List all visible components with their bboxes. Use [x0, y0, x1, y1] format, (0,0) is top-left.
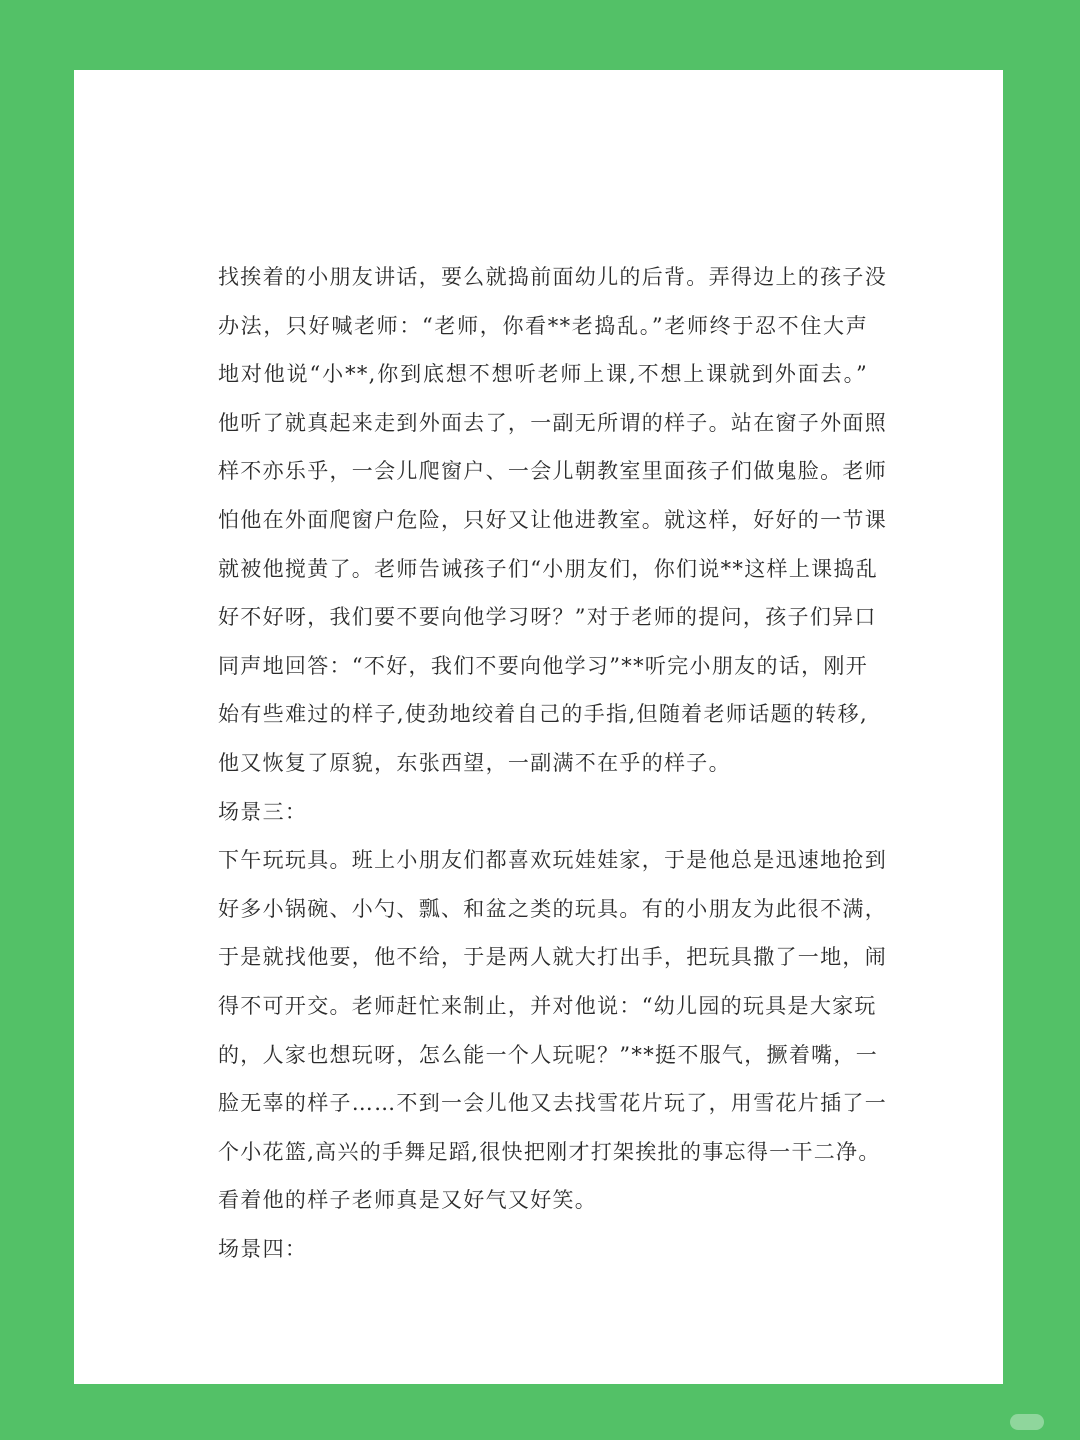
text-line: 看着他的样子老师真是又好气又好笑。 [218, 1188, 598, 1213]
text-line: 脸无辜的样子……不到一会儿他又去找雪花片玩了，用雪花片插了一 [218, 1091, 887, 1116]
text-line: 就被他搅黄了。老师告诫孩子们“小朋友们，你们说**这样上课捣乱 [218, 556, 879, 581]
text-line: 他听了就真起来走到外面去了，一副无所谓的样子。站在窗子外面照 [218, 410, 887, 435]
text-line: 地对他说“小**,你到底想不想听老师上课,不想上课就到外面去。” [218, 362, 868, 387]
text-line: 始有些难过的样子,使劲地绞着自己的手指,但随着老师话题的转移, [218, 702, 868, 727]
section-heading-scene-4: 场景四： [218, 1236, 308, 1261]
text-line: 好不好呀，我们要不要向他学习呀？”对于老师的提问，孩子们异口 [218, 605, 877, 630]
text-line: 办法，只好喊老师：“老师，你看**老捣乱。”老师终于忍不住大声 [218, 313, 868, 338]
text-line: 好多小锅碗、小勺、瓢、和盆之类的玩具。有的小朋友为此很不满， [218, 896, 887, 921]
document-body [218, 253, 887, 1273]
text-line: 的，人家也想玩呀，怎么能一个人玩呢？”**挺不服气，撅着嘴，一 [218, 1042, 879, 1067]
text-line: 得不可开交。老师赶忙来制止，并对他说：“幼儿园的玩具是大家玩 [218, 993, 877, 1018]
text-line: 他又恢复了原貌，东张西望，一副满不在乎的样子。 [218, 750, 731, 775]
paragraph-2 [218, 836, 887, 1225]
section-heading-scene-3: 场景三： [218, 799, 308, 824]
text-line: 样不亦乐乎，一会儿爬窗户、一会儿朝教室里面孩子们做鬼脸。老师 [218, 459, 887, 484]
document-page [74, 70, 1003, 1384]
text-line: 怕他在外面爬窗户危险，只好又让他进教室。就这样，好好的一节课 [218, 507, 887, 532]
text-line: 个小花篮,高兴的手舞足蹈,很快把刚才打架挨批的事忘得一干二净。 [218, 1139, 881, 1164]
paragraph-1 [218, 253, 887, 788]
text-line: 找挨着的小朋友讲话，要么就捣前面幼儿的后背。弄得边上的孩子没 [218, 265, 887, 289]
text-line: 下午玩玩具。班上小朋友们都喜欢玩娃娃家，于是他总是迅速地抢到 [218, 848, 887, 873]
text-line: 同声地回答：“不好，我们不要向他学习”**听完小朋友的话，刚开 [218, 653, 868, 678]
text-line: 于是就找他要，他不给，于是两人就大打出手，把玩具撒了一地，闹 [218, 945, 887, 970]
watermark-badge [1010, 1414, 1044, 1430]
